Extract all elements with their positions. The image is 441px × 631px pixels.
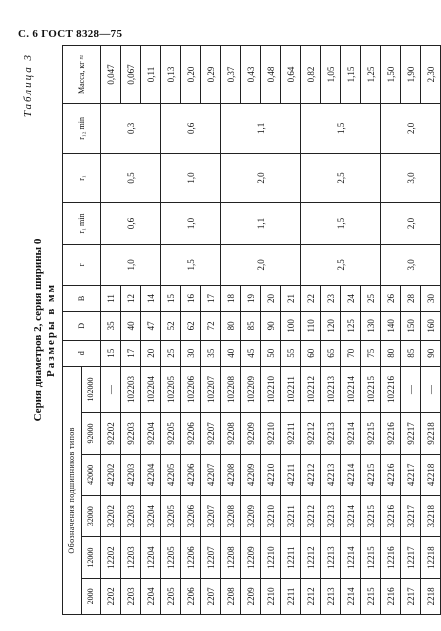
bore-d-cell: 25 — [161, 340, 181, 366]
designation-32000-cell: 32210 — [261, 496, 281, 537]
width-B-cell: 16 — [181, 286, 201, 312]
designation-2000-cell: 2207 — [201, 578, 221, 614]
fillet-r-cell: 2,5 — [301, 244, 381, 285]
col-header-12000: 12000 — [82, 537, 101, 578]
bore-d-cell: 75 — [361, 340, 381, 366]
bore-d-cell: 45 — [241, 340, 261, 366]
outer-D-cell: 110 — [301, 311, 321, 340]
designation-12000-cell: 12215 — [361, 537, 381, 578]
designation-32000-cell: 32208 — [221, 496, 241, 537]
outer-D-cell: 72 — [201, 311, 221, 340]
designation-92000-cell: 92215 — [361, 413, 381, 454]
mass-cell: 1,90 — [401, 46, 421, 104]
mass-cell: 0,64 — [281, 46, 301, 104]
designation-92000-cell: 92202 — [101, 413, 121, 454]
width-B-cell: 28 — [401, 286, 421, 312]
outer-D-cell: 80 — [221, 311, 241, 340]
designation-42000-cell: 42216 — [381, 454, 401, 495]
designation-42000-cell: 42205 — [161, 454, 181, 495]
width-B-cell: 25 — [361, 286, 381, 312]
mass-cell: 0,13 — [161, 46, 181, 104]
designation-12000-cell: 12206 — [181, 537, 201, 578]
designation-12000-cell: 12217 — [401, 537, 421, 578]
designation-102000-cell: 102211 — [281, 366, 301, 413]
designation-92000-cell: 92211 — [281, 413, 301, 454]
fillet-r12-min-cell: 1,5 — [301, 104, 381, 154]
designation-102000-cell: 102209 — [241, 366, 261, 413]
fillet-r12-min-cell: 1,1 — [221, 104, 301, 154]
width-B-cell: 22 — [301, 286, 321, 312]
bore-d-cell: 65 — [321, 340, 341, 366]
fillet-r12-min-cell: 0,6 — [161, 104, 221, 154]
designation-12000-cell: 12205 — [161, 537, 181, 578]
outer-D-cell: 40 — [121, 311, 141, 340]
table-row — [301, 46, 321, 615]
designation-42000-cell: 42210 — [261, 454, 281, 495]
designation-42000-cell: 42212 — [301, 454, 321, 495]
bore-d-cell: 90 — [421, 340, 441, 366]
designation-102000-cell: 102215 — [361, 366, 381, 413]
fillet-r-min-cell: 2,0 — [381, 203, 441, 244]
designation-12000-cell: 12211 — [281, 537, 301, 578]
designation-102000-cell: 102210 — [261, 366, 281, 413]
width-B-cell: 21 — [281, 286, 301, 312]
mass-cell: 2,30 — [421, 46, 441, 104]
designation-32000-cell: 32218 — [421, 496, 441, 537]
col-header-B: B — [63, 286, 101, 312]
width-B-cell: 26 — [381, 286, 401, 312]
designation-32000-cell: 32216 — [381, 496, 401, 537]
designation-12000-cell: 12207 — [201, 537, 221, 578]
designation-32000-cell: 32207 — [201, 496, 221, 537]
designation-92000-cell: 92216 — [381, 413, 401, 454]
fillet-r-cell: 1,5 — [161, 244, 221, 285]
width-B-cell: 14 — [141, 286, 161, 312]
designation-92000-cell: 92204 — [141, 413, 161, 454]
outer-D-cell: 100 — [281, 311, 301, 340]
outer-D-cell: 52 — [161, 311, 181, 340]
designation-42000-cell: 42214 — [341, 454, 361, 495]
mass-cell: 0,37 — [221, 46, 241, 104]
bore-d-cell: 35 — [201, 340, 221, 366]
fillet-r1-cell: 2,0 — [221, 153, 301, 203]
designation-32000-cell: 32213 — [321, 496, 341, 537]
outer-D-cell: 130 — [361, 311, 381, 340]
mass-cell: 1,05 — [321, 46, 341, 104]
designation-2000-cell: 2211 — [281, 578, 301, 614]
outer-D-cell: 85 — [241, 311, 261, 340]
bore-d-cell: 85 — [401, 340, 421, 366]
mass-cell: 1,50 — [381, 46, 401, 104]
designation-102000-cell: 102206 — [181, 366, 201, 413]
designation-12000-cell: 12218 — [421, 537, 441, 578]
designation-12000-cell: 12212 — [301, 537, 321, 578]
designation-42000-cell: 42206 — [181, 454, 201, 495]
mass-cell: 0,20 — [181, 46, 201, 104]
designation-102000-cell: 102203 — [121, 366, 141, 413]
outer-D-cell: 150 — [401, 311, 421, 340]
fillet-r-cell: 2,0 — [221, 244, 301, 285]
designation-42000-cell: 42203 — [121, 454, 141, 495]
designation-92000-cell: 92210 — [261, 413, 281, 454]
designation-32000-cell: 32215 — [361, 496, 381, 537]
designation-2000-cell: 2206 — [181, 578, 201, 614]
designation-42000-cell: 42209 — [241, 454, 261, 495]
designation-2000-cell: 2213 — [321, 578, 341, 614]
bore-d-cell: 30 — [181, 340, 201, 366]
col-header-2000: 2000 — [82, 578, 101, 614]
designation-12000-cell: 12208 — [221, 537, 241, 578]
designation-92000-cell: 92206 — [181, 413, 201, 454]
designation-92000-cell: 92217 — [401, 413, 421, 454]
designation-42000-cell: 42217 — [401, 454, 421, 495]
designation-2000-cell: 2208 — [221, 578, 241, 614]
designation-2000-cell: 2204 — [141, 578, 161, 614]
fillet-r1-cell: 2,5 — [301, 153, 381, 203]
col-header-r1: r₁ — [63, 153, 101, 203]
designation-102000-cell: — — [101, 366, 121, 413]
col-header-102000: 102000 — [82, 366, 101, 413]
fillet-r-min-cell: 1,0 — [161, 203, 221, 244]
designation-42000-cell: 42211 — [281, 454, 301, 495]
fillet-r12-min-cell: 0,3 — [101, 104, 161, 154]
designation-2000-cell: 2210 — [261, 578, 281, 614]
designation-102000-cell: — — [401, 366, 421, 413]
mass-cell: 0,43 — [241, 46, 261, 104]
fillet-r-min-cell: 1,1 — [221, 203, 301, 244]
bore-d-cell: 40 — [221, 340, 241, 366]
bore-d-cell: 70 — [341, 340, 361, 366]
designation-42000-cell: 42215 — [361, 454, 381, 495]
designation-42000-cell: 42204 — [141, 454, 161, 495]
outer-D-cell: 90 — [261, 311, 281, 340]
outer-D-cell: 62 — [181, 311, 201, 340]
designation-102000-cell: 102213 — [321, 366, 341, 413]
col-header-D: D — [63, 311, 101, 340]
designation-2000-cell: 2216 — [381, 578, 401, 614]
designation-92000-cell: 92205 — [161, 413, 181, 454]
designation-2000-cell: 2215 — [361, 578, 381, 614]
table-subcaption: Размеры в мм — [45, 283, 57, 377]
bearing-table — [62, 45, 441, 615]
outer-D-cell: 140 — [381, 311, 401, 340]
group-header: Обозначения подшипников типов — [63, 366, 82, 614]
designation-2000-cell: 2205 — [161, 578, 181, 614]
designation-102000-cell: 102205 — [161, 366, 181, 413]
designation-102000-cell: 102214 — [341, 366, 361, 413]
width-B-cell: 30 — [421, 286, 441, 312]
designation-32000-cell: 32204 — [141, 496, 161, 537]
table-body — [101, 46, 441, 615]
designation-92000-cell: 92212 — [301, 413, 321, 454]
designation-102000-cell: 102216 — [381, 366, 401, 413]
designation-32000-cell: 32205 — [161, 496, 181, 537]
col-header-r: r — [63, 244, 101, 285]
bore-d-cell: 60 — [301, 340, 321, 366]
mass-cell: 0,11 — [141, 46, 161, 104]
mass-cell: 1,25 — [361, 46, 381, 104]
designation-32000-cell: 32217 — [401, 496, 421, 537]
designation-12000-cell: 12210 — [261, 537, 281, 578]
header-row-group — [63, 46, 82, 615]
designation-102000-cell: 102207 — [201, 366, 221, 413]
designation-12000-cell: 12209 — [241, 537, 261, 578]
mass-cell: 0,48 — [261, 46, 281, 104]
col-header-42000: 42000 — [82, 454, 101, 495]
designation-32000-cell: 32203 — [121, 496, 141, 537]
fillet-r-min-cell: 1,5 — [301, 203, 381, 244]
width-B-cell: 18 — [221, 286, 241, 312]
designation-2000-cell: 2214 — [341, 578, 361, 614]
page-header: С. 6 ГОСТ 8328—75 — [18, 28, 123, 40]
rotated-page — [20, 45, 436, 615]
designation-12000-cell: 12204 — [141, 537, 161, 578]
fillet-r1-cell: 0,5 — [101, 153, 161, 203]
fillet-r-min-cell: 0,6 — [101, 203, 161, 244]
designation-92000-cell: 92203 — [121, 413, 141, 454]
bore-d-cell: 15 — [101, 340, 121, 366]
bore-d-cell: 80 — [381, 340, 401, 366]
designation-2000-cell: 2203 — [121, 578, 141, 614]
designation-12000-cell: 12202 — [101, 537, 121, 578]
fillet-r-cell: 3,0 — [381, 244, 441, 285]
mass-cell: 1,15 — [341, 46, 361, 104]
designation-42000-cell: 42202 — [101, 454, 121, 495]
fillet-r12-min-cell: 2,0 — [381, 104, 441, 154]
width-B-cell: 20 — [261, 286, 281, 312]
table-caption: Серия диаметров 2, серия ширины 0 — [32, 238, 44, 422]
designation-42000-cell: 42218 — [421, 454, 441, 495]
designation-92000-cell: 92208 — [221, 413, 241, 454]
designation-2000-cell: 2212 — [301, 578, 321, 614]
bore-d-cell: 17 — [121, 340, 141, 366]
width-B-cell: 24 — [341, 286, 361, 312]
designation-92000-cell: 92213 — [321, 413, 341, 454]
fillet-r-cell: 1,0 — [101, 244, 161, 285]
designation-102000-cell: 102204 — [141, 366, 161, 413]
fillet-r1-cell: 1,0 — [161, 153, 221, 203]
col-header-mass: Масса, кг ≈ — [63, 46, 101, 104]
designation-102000-cell: 102212 — [301, 366, 321, 413]
mass-cell: 0,82 — [301, 46, 321, 104]
width-B-cell: 12 — [121, 286, 141, 312]
table-row — [381, 46, 401, 615]
width-B-cell: 17 — [201, 286, 221, 312]
designation-102000-cell: — — [421, 366, 441, 413]
col-header-d: d — [63, 340, 101, 366]
designation-12000-cell: 12216 — [381, 537, 401, 578]
width-B-cell: 23 — [321, 286, 341, 312]
designation-2000-cell: 2218 — [421, 578, 441, 614]
designation-92000-cell: 92207 — [201, 413, 221, 454]
col-header-r12-min: r₁₂ min — [63, 104, 101, 154]
designation-2000-cell: 2209 — [241, 578, 261, 614]
designation-32000-cell: 32211 — [281, 496, 301, 537]
outer-D-cell: 160 — [421, 311, 441, 340]
outer-D-cell: 47 — [141, 311, 161, 340]
designation-42000-cell: 42213 — [321, 454, 341, 495]
designation-2000-cell: 2217 — [401, 578, 421, 614]
designation-92000-cell: 92218 — [421, 413, 441, 454]
mass-cell: 0,047 — [101, 46, 121, 104]
col-header-92000: 92000 — [82, 413, 101, 454]
designation-12000-cell: 12203 — [121, 537, 141, 578]
mass-cell: 0,29 — [201, 46, 221, 104]
designation-92000-cell: 92214 — [341, 413, 361, 454]
designation-12000-cell: 12214 — [341, 537, 361, 578]
table-label: Таблица 3 — [22, 53, 34, 118]
width-B-cell: 11 — [101, 286, 121, 312]
designation-32000-cell: 32206 — [181, 496, 201, 537]
designation-42000-cell: 42208 — [221, 454, 241, 495]
designation-32000-cell: 32202 — [101, 496, 121, 537]
width-B-cell: 15 — [161, 286, 181, 312]
designation-12000-cell: 12213 — [321, 537, 341, 578]
designation-2000-cell: 2202 — [101, 578, 121, 614]
designation-32000-cell: 32214 — [341, 496, 361, 537]
table-row — [161, 46, 181, 615]
width-B-cell: 19 — [241, 286, 261, 312]
col-header-r-min: r₁ min — [63, 203, 101, 244]
bore-d-cell: 20 — [141, 340, 161, 366]
outer-D-cell: 125 — [341, 311, 361, 340]
designation-92000-cell: 92209 — [241, 413, 261, 454]
designation-32000-cell: 32212 — [301, 496, 321, 537]
fillet-r1-cell: 3,0 — [381, 153, 441, 203]
outer-D-cell: 35 — [101, 311, 121, 340]
table-row — [101, 46, 121, 615]
mass-cell: 0,067 — [121, 46, 141, 104]
designation-32000-cell: 32209 — [241, 496, 261, 537]
designation-42000-cell: 42207 — [201, 454, 221, 495]
outer-D-cell: 120 — [321, 311, 341, 340]
table-row — [221, 46, 241, 615]
designation-102000-cell: 102208 — [221, 366, 241, 413]
col-header-32000: 32000 — [82, 496, 101, 537]
bore-d-cell: 55 — [281, 340, 301, 366]
bore-d-cell: 50 — [261, 340, 281, 366]
